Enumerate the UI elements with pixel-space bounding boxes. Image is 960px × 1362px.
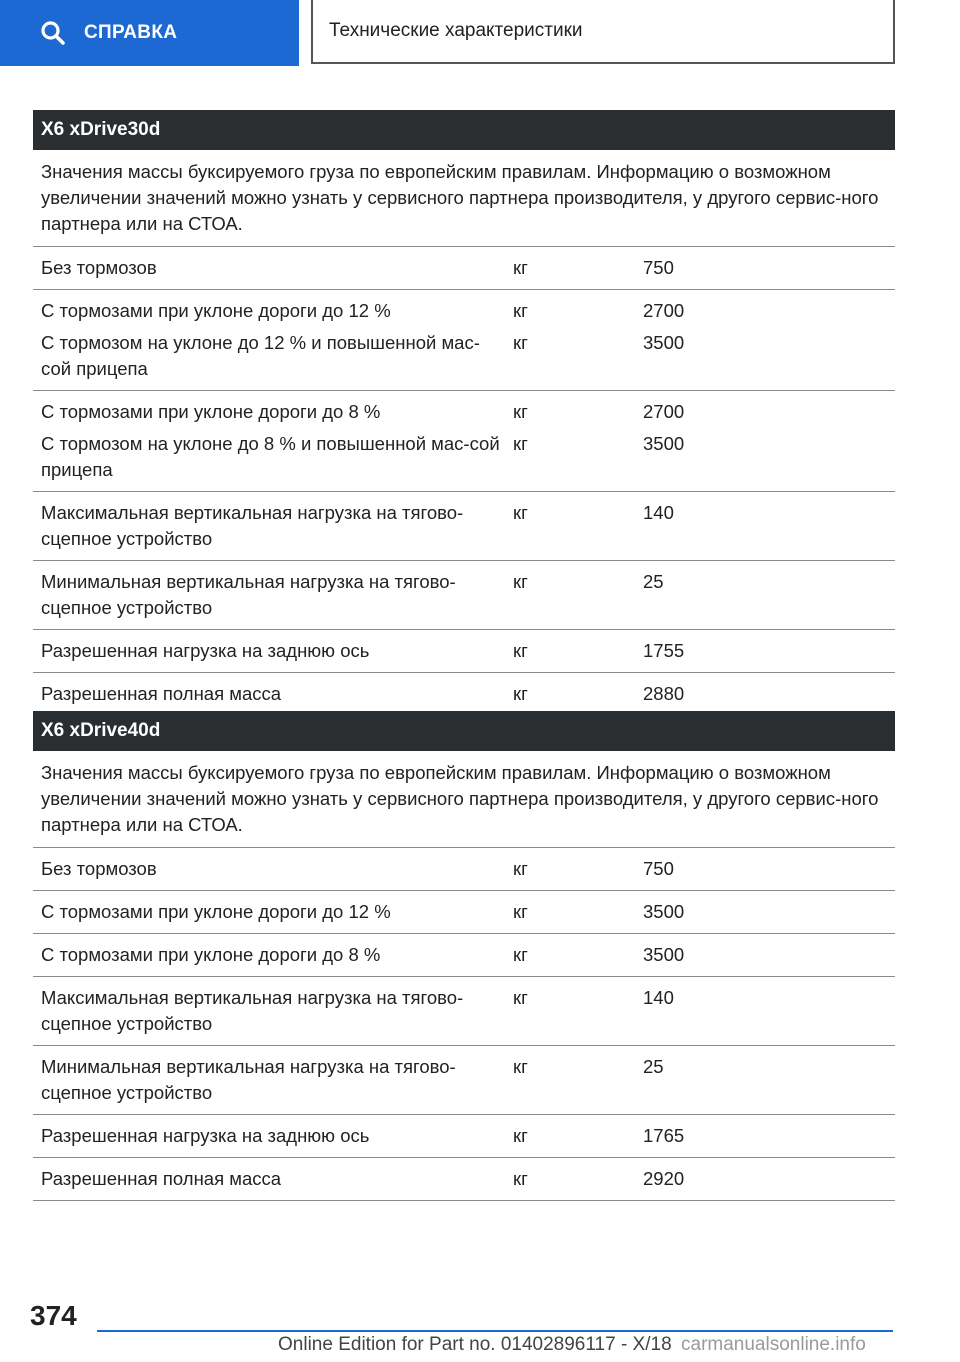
- spec-unit: кг: [513, 332, 528, 353]
- spec-label: Без тормозов: [41, 257, 157, 278]
- spec-label: С тормозом на уклоне до 12 % и повышенной мас-сой прицепа: [41, 332, 480, 379]
- spec-table: [33, 247, 895, 716]
- spec-label: С тормозами при уклоне дороги до 8 %: [41, 944, 381, 965]
- spec-section-0: [33, 110, 895, 716]
- spec-unit: кг: [513, 901, 528, 922]
- spec-table: [33, 848, 895, 1201]
- spec-label: Максимальная вертикальная нагрузка на тягово-сцепное устройство: [41, 502, 464, 549]
- table-row: [33, 1115, 895, 1158]
- spec-label: С тормозами при уклоне дороги до 12 %: [41, 300, 391, 321]
- spec-label: Минимальная вертикальная нагрузка на тягово-сцепное устройство: [41, 571, 456, 618]
- spec-value: 25: [643, 571, 664, 592]
- spec-value: 2700: [643, 300, 685, 321]
- spec-value: 1765: [643, 1125, 685, 1146]
- spec-line: [33, 569, 895, 621]
- spec-label: С тормозом на уклоне до 8 % и повышенной мас-сой прицепа: [41, 433, 500, 480]
- spec-line: [33, 1054, 895, 1106]
- spec-line: [33, 500, 895, 552]
- spec-label: С тормозами при уклоне дороги до 8 %: [41, 401, 381, 422]
- spec-value: 3500: [643, 944, 685, 965]
- table-row: [33, 391, 895, 492]
- spec-unit: кг: [513, 571, 528, 592]
- section-description: Значения массы буксируемого груза по европейским правилам. Информацию о возможном увеличении значений можно узнать у сервисного партнера производителя, у другого сервис-ного партнера или на СТОА.: [33, 751, 895, 848]
- spec-unit: кг: [513, 858, 528, 879]
- page-number: 374: [30, 1300, 77, 1331]
- spec-label: Без тормозов: [41, 858, 157, 879]
- spec-label: Максимальная вертикальная нагрузка на тягово-сцепное устройство: [41, 987, 464, 1034]
- spec-unit: кг: [513, 257, 528, 278]
- help-label: СПРАВКА: [84, 22, 178, 43]
- spec-line: [33, 330, 895, 382]
- spec-unit: кг: [513, 1168, 528, 1189]
- top-bar: [0, 0, 960, 66]
- spec-value: 1755: [643, 640, 685, 661]
- spec-value: 3500: [643, 433, 685, 454]
- spec-unit: кг: [513, 987, 528, 1008]
- footer-divider: [97, 1330, 893, 1332]
- spec-line: [33, 638, 895, 664]
- search-icon: [40, 20, 66, 46]
- spec-line: [33, 1123, 895, 1149]
- table-row: [33, 934, 895, 977]
- spec-line: [33, 431, 895, 483]
- spec-unit: кг: [513, 300, 528, 321]
- table-row: [33, 492, 895, 561]
- spec-label: Минимальная вертикальная нагрузка на тягово-сцепное устройство: [41, 1056, 456, 1103]
- spec-value: 25: [643, 1056, 664, 1077]
- section-description: Значения массы буксируемого груза по европейским правилам. Информацию о возможном увеличении значений можно узнать у сервисного партнера производителя, у другого сервис-ного партнера или на СТОА.: [33, 150, 895, 247]
- table-row: [33, 1046, 895, 1115]
- spec-line: [33, 255, 895, 281]
- spec-unit: кг: [513, 1125, 528, 1146]
- spec-value: 2700: [643, 401, 685, 422]
- spec-value: 140: [643, 987, 674, 1008]
- spec-value: 2880: [643, 683, 685, 704]
- spec-unit: кг: [513, 502, 528, 523]
- section-title: X6 xDrive40d: [33, 711, 895, 751]
- table-row: [33, 673, 895, 716]
- spec-label: Разрешенная нагрузка на заднюю ось: [41, 1125, 370, 1146]
- spec-value: 750: [643, 257, 674, 278]
- spec-line: [33, 899, 895, 925]
- spec-section-1: [33, 711, 895, 1201]
- spec-value: 2920: [643, 1168, 685, 1189]
- section-title: X6 xDrive30d: [33, 110, 895, 150]
- page-title: Технические характеристики: [311, 0, 895, 64]
- spec-label: Разрешенная полная масса: [41, 683, 282, 704]
- table-row: [33, 630, 895, 673]
- spec-line: [33, 856, 895, 882]
- spec-unit: кг: [513, 683, 528, 704]
- spec-line: [33, 399, 895, 425]
- watermark: carmanualsonline.info: [681, 1334, 866, 1355]
- spec-label: Разрешенная полная масса: [41, 1168, 282, 1189]
- spec-line: [33, 298, 895, 324]
- spec-line: [33, 681, 895, 707]
- table-row: [33, 848, 895, 891]
- spec-line: [33, 1166, 895, 1192]
- help-button[interactable]: [0, 0, 299, 66]
- table-row: [33, 561, 895, 630]
- spec-label: Разрешенная нагрузка на заднюю ось: [41, 640, 370, 661]
- spec-line: [33, 942, 895, 968]
- table-row: [33, 290, 895, 391]
- spec-unit: кг: [513, 640, 528, 661]
- spec-unit: кг: [513, 433, 528, 454]
- spec-value: 750: [643, 858, 674, 879]
- spec-value: 3500: [643, 332, 685, 353]
- spec-label: С тормозами при уклоне дороги до 12 %: [41, 901, 391, 922]
- spec-value: 140: [643, 502, 674, 523]
- spec-unit: кг: [513, 1056, 528, 1077]
- spec-unit: кг: [513, 401, 528, 422]
- table-row: [33, 977, 895, 1046]
- table-row: [33, 891, 895, 934]
- table-row: [33, 1158, 895, 1201]
- table-row: [33, 247, 895, 290]
- spec-value: 3500: [643, 901, 685, 922]
- spec-line: [33, 985, 895, 1037]
- edition-text: Online Edition for Part no. 01402896117 - X/18: [278, 1334, 672, 1355]
- spec-unit: кг: [513, 944, 528, 965]
